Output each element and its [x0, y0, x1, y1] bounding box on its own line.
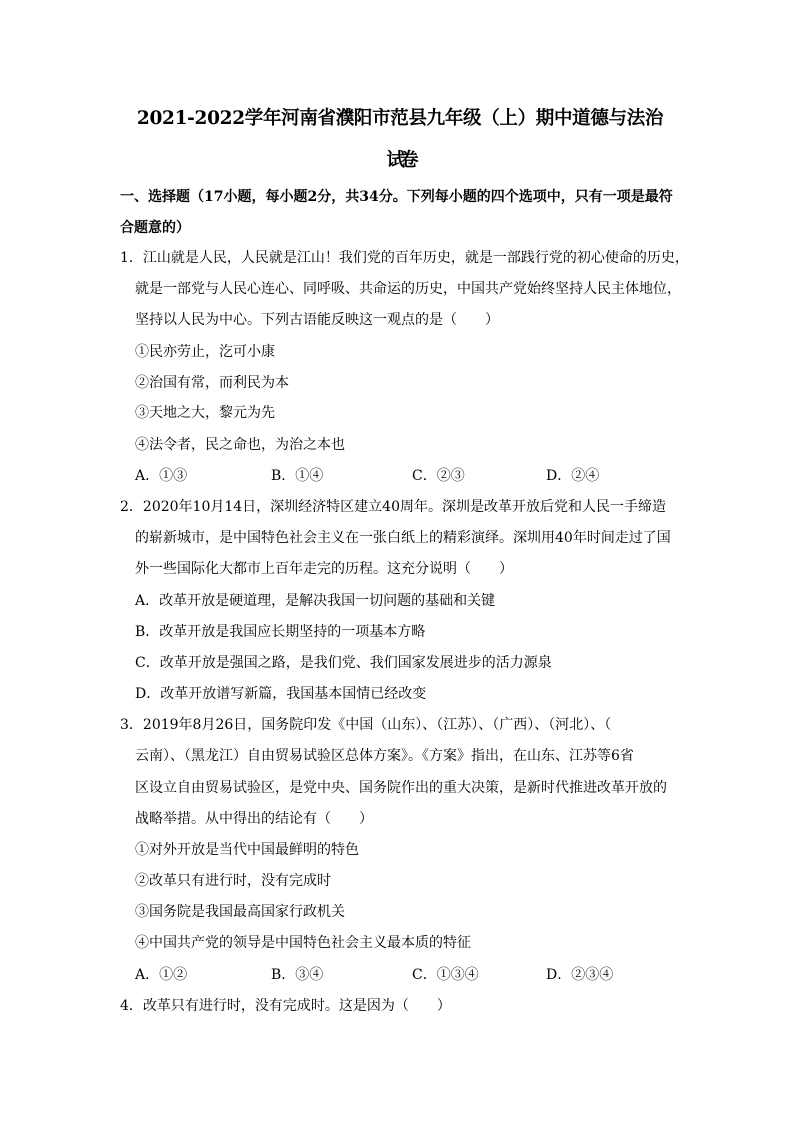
q3-choice-a[interactable]: A．①② — [135, 967, 188, 983]
q3-stem-line4: 战略举措。从中得出的结论有（ ） — [135, 811, 373, 827]
q4-stem-line1: 4．改革只有进行时，没有完成时。这是因为（ ） — [120, 998, 451, 1014]
q1-item-4: ④法令者，民之命也，为治之本也 — [135, 437, 345, 453]
q3-choice-b[interactable]: B．③④ — [271, 967, 324, 983]
q1-item-2: ②治国有常，而利民为本 — [135, 375, 289, 391]
q3-choice-c[interactable]: C．①③④ — [412, 967, 479, 983]
exam-title-line1: 2021-2022学年河南省濮阳市范县九年级（上）期中道德与法治 — [136, 108, 664, 129]
q2-choice-d[interactable]: D．改革开放谱写新篇，我国基本国情已经改变 — [135, 686, 427, 702]
q2-stem-line1: 2．2020年10月14日，深圳经济特区建立40周年。深圳是改革开放后党和人民一手缔造 — [120, 499, 666, 515]
q1-choice-c[interactable]: C．②③ — [412, 468, 465, 484]
q2-choice-c[interactable]: C．改革开放是强国之路，是我们党、我们国家发展进步的活力源泉 — [135, 655, 552, 671]
q2-stem-line3: 外一些国际化大都市上百年走完的历程。这充分说明（ ） — [135, 561, 513, 577]
q1-item-1: ①民亦劳止，汔可小康 — [135, 344, 275, 360]
q3-stem-line2: 云南）、（黑龙江）自由贸易试验区总体方案》。《方案》指出，在山东、江苏等6省 — [135, 748, 634, 764]
q2-choice-b[interactable]: B．改革开放是我国应长期坚持的一项基本方略 — [135, 624, 426, 640]
q2-stem-line2: 的崭新城市，是中国特色社会主义在一张白纸上的精彩演绎。深圳用40年时间走过了国 — [135, 530, 671, 546]
q1-item-3: ③天地之大，黎元为先 — [135, 405, 275, 421]
q3-item-4: ④中国共产党的领导是中国特色社会主义最本质的特征 — [135, 935, 471, 951]
q1-choice-b[interactable]: B．①④ — [271, 468, 324, 484]
exam-title-line2: 试卷 — [386, 150, 414, 171]
q1-stem-line1: 1．江山就是人民，人民就是江山！我们党的百年历史，就是一部践行党的初心使命的历史， — [120, 250, 689, 266]
q1-choice-a[interactable]: A．①③ — [135, 468, 188, 484]
q3-choice-d[interactable]: D．②③④ — [546, 967, 614, 983]
q3-stem-line1: 3．2019年8月26日，国务院印发《中国（山东）、（江苏）、（广西）、（河北）、（ — [120, 717, 612, 733]
q1-choice-d[interactable]: D．②④ — [546, 468, 600, 484]
q3-stem-line3: 区设立自由贸易试验区，是党中央、国务院作出的重大决策，是新时代推进改革开放的 — [135, 780, 667, 796]
section-heading-line1: 一、选择题（17小题，每小题2分，共34分。下列每小题的四个选项中，只有一项是最符 — [120, 189, 673, 205]
q1-stem-line2: 就是一部党与人民心连心、同呼吸、共命运的历史，中国共产党始终坚持人民主体地位， — [135, 281, 681, 297]
q3-item-2: ②改革只有进行时，没有完成时 — [135, 873, 331, 889]
q1-stem-line3: 坚持以人民为中心。下列古语能反映这一观点的是（ ） — [135, 312, 499, 328]
section-heading-line2: 合题意的） — [120, 220, 190, 236]
q3-item-3: ③国务院是我国最高国家行政机关 — [135, 904, 345, 920]
q2-choice-a[interactable]: A．改革开放是硬道理，是解决我国一切问题的基础和关键 — [135, 593, 496, 609]
q3-item-1: ①对外开放是当代中国最鲜明的特色 — [135, 842, 359, 858]
